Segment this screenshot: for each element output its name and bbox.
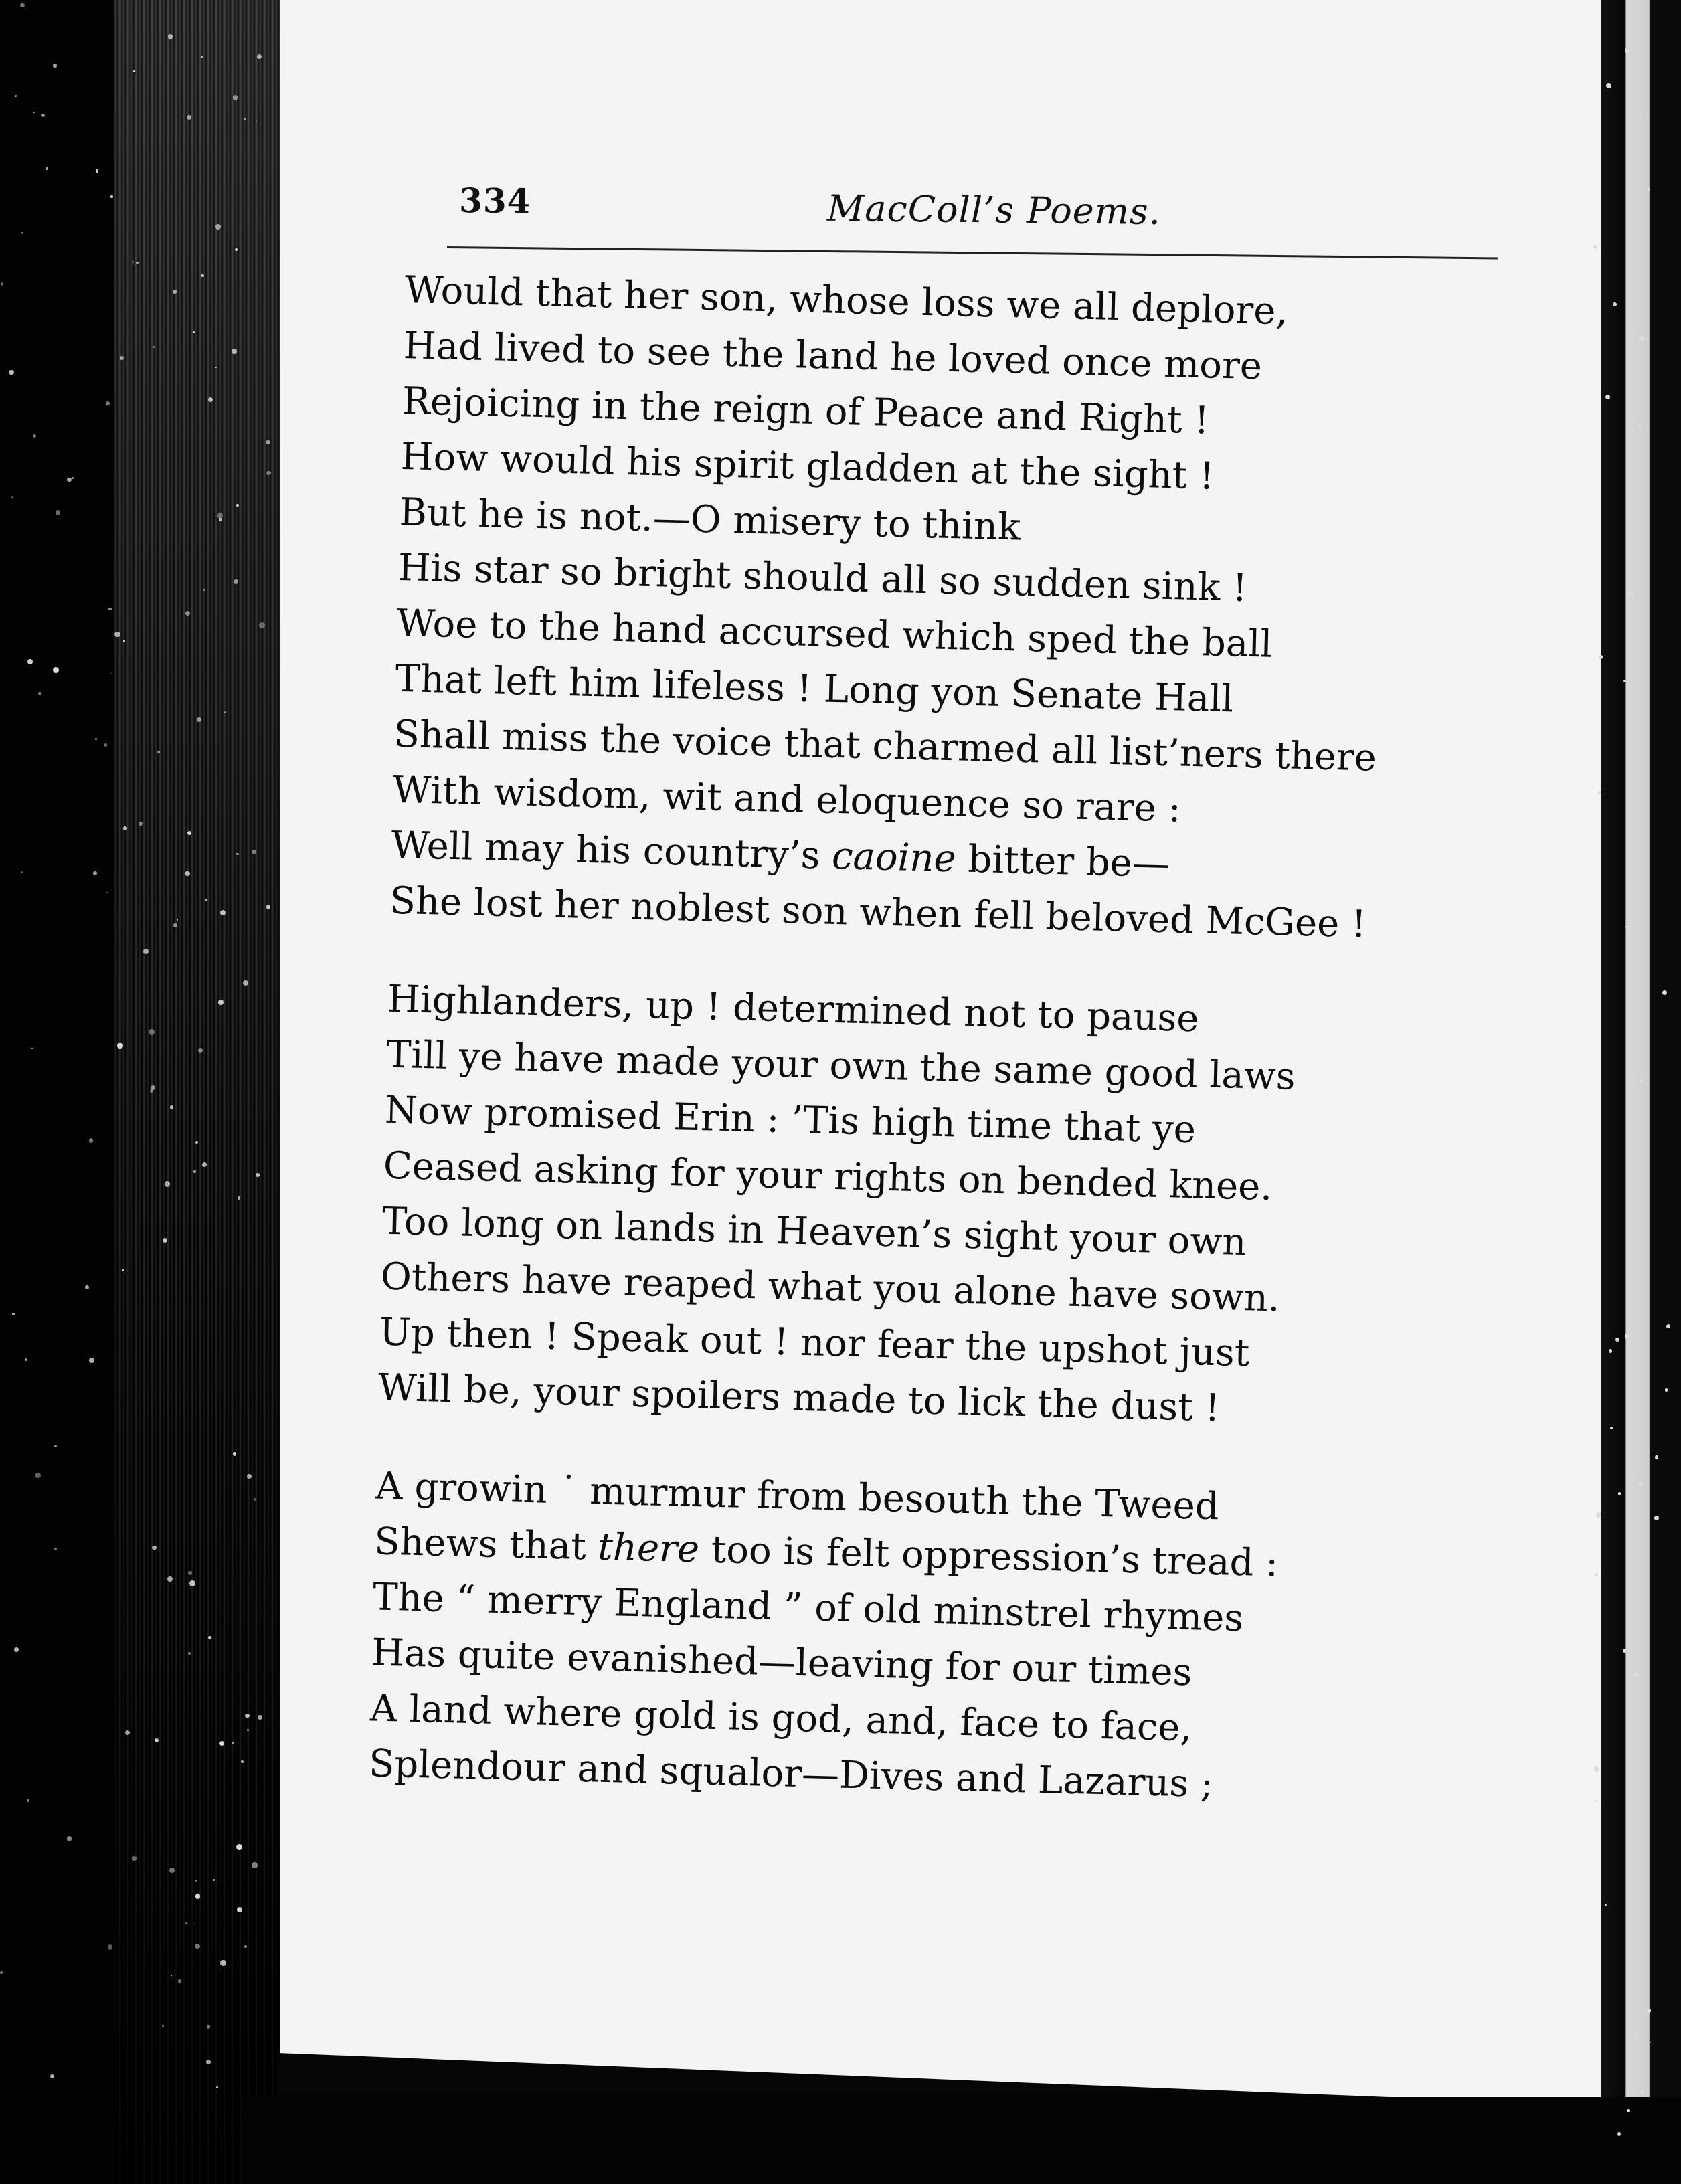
dust-speck [254,1498,256,1500]
dust-speck [67,478,71,482]
line-text: Splendour and squalor—Dives and Lazarus ; [368,1742,1214,1807]
book-page-edges [114,0,288,2184]
stanza [377,972,1432,1441]
dust-speck [1627,2109,1630,2112]
dust-speck [252,850,256,854]
dust-speck [35,1473,40,1478]
dust-speck [1595,1800,1597,1802]
line-text: too is felt oppression’s tread : [699,1528,1279,1586]
dust-speck [185,871,190,877]
line-text: She lost her noblest son when fell beloved McGee ! [389,879,1367,947]
dust-speck [46,167,48,170]
dust-speck [1662,990,1667,995]
dust-speck [89,1138,93,1142]
dust-speck [1609,1349,1612,1352]
line-text: Up then ! Speak out ! nor fear the upshot just [379,1310,1251,1376]
stanza [368,1458,1420,1817]
dust-speck [233,95,238,100]
dust-speck [1605,395,1610,399]
dust-speck [1593,245,1597,249]
dust-speck [232,1742,234,1744]
scanner-shadow-right [1601,0,1681,2184]
line-text: Shall miss the voice that charmed all list’ners there [393,712,1377,780]
dust-speck [1625,48,1629,53]
dust-speck [67,1836,72,1841]
dust-speck [168,34,173,39]
line-text: Ceased asking for your rights on bended knee. [383,1144,1273,1210]
dust-speck [27,659,33,664]
scanner-shadow-left [0,0,120,2184]
dust-speck [1596,1512,1601,1518]
line-text: Will be, your spoilers made to lick the dust ! [377,1366,1221,1431]
dust-speck [1627,592,1631,596]
dust-speck [232,349,237,354]
line-text: Well may his country’s [390,823,832,878]
dust-speck [1610,1427,1612,1429]
dust-speck [1654,1516,1659,1520]
dust-speck [237,1907,242,1912]
line-text: Rejoicing in the reign of Peace and Right ! [402,379,1210,443]
dust-speck [1594,1766,1599,1771]
running-head: MacColl’s Poems. [826,187,1162,233]
line-text: Too long on lands in Heaven’s sight your own [381,1199,1247,1265]
line-text: A growin ˙ murmur from besouth the Tweed [375,1464,1220,1529]
dust-speck [195,1944,200,1949]
dust-speck [207,2025,210,2028]
line-text: Others have reaped what you alone have sown. [380,1255,1281,1321]
dust-speck [132,1856,137,1861]
dust-speck [257,54,262,59]
dust-speck [93,871,96,875]
dust-speck [1625,1334,1629,1338]
line-text: Shews that [373,1520,599,1569]
dust-speck [198,1048,203,1053]
line-text: Would that her son, whose loss we all deplore, [404,268,1288,334]
dust-speck [1638,1482,1642,1486]
dust-speck [1641,2090,1644,2093]
poem-text [368,262,1449,1817]
dust-speck [259,622,265,628]
line-text: How would his spirit gladden at the sight ! [400,434,1215,498]
dust-speck [14,1647,19,1652]
line-text: Till ye have made your own the same good laws [385,1032,1296,1099]
dust-speck [195,1880,197,1881]
dust-speck [1639,113,1642,116]
dust-speck [56,510,61,515]
dust-speck [189,1580,195,1586]
dust-speck [1618,1492,1621,1495]
line-text: With wisdom, wit and eloquence so rare : [391,767,1182,831]
dust-speck [170,1105,174,1109]
dust-speck [241,1760,244,1763]
dust-speck [234,579,238,584]
italic-word: caoine [831,834,957,881]
dust-speck [110,195,113,198]
dust-speck [252,1862,258,1868]
dust-speck [20,3,24,7]
dust-speck [9,370,13,375]
dust-speck [220,1960,226,1965]
dust-speck [220,910,226,915]
italic-word: there [597,1525,700,1572]
dust-speck [1655,1455,1658,1459]
dust-speck [153,346,155,348]
line-text: His star so bright should all so sudden sink ! [397,545,1248,610]
scanner-shadow-bottom [241,2097,1681,2184]
dust-speck [1,282,4,286]
dust-speck [188,1571,192,1575]
line-text: Has quite evanished—leaving for our times [371,1631,1193,1695]
dust-speck [236,853,239,856]
line-text: Now promised Erin : ’Tis high time that ye [384,1088,1197,1152]
dust-speck [245,1714,249,1718]
dust-speck [208,1636,211,1639]
dust-speck [108,608,112,611]
line-text: bitter be— [955,837,1170,887]
line-text: But he is not.—O misery to think [399,490,1021,549]
dust-speck [1599,655,1603,659]
dust-speck [85,1285,89,1289]
dust-speck [213,1879,215,1881]
stanza [389,262,1449,954]
dust-speck [247,1474,252,1479]
dust-speck [173,923,177,927]
dust-speck [258,1715,262,1720]
dust-speck [54,1445,57,1448]
dust-speck [173,290,176,293]
dust-speck [53,64,56,67]
dust-speck [151,1085,155,1090]
dust-speck [238,1196,240,1199]
dust-speck [215,367,216,368]
dust-speck [201,274,203,277]
dust-speck [1598,791,1601,794]
line-text: The “ merry England ” of old minstrel rhymes [372,1575,1244,1641]
dust-speck [247,1729,249,1731]
dust-speck [171,1975,172,1976]
dust-speck [12,1313,15,1315]
dust-speck [123,826,127,830]
dust-speck [218,1000,224,1005]
line-text: Highlanders, up ! determined not to pause [387,977,1200,1041]
dust-speck [243,980,248,986]
dust-speck [266,440,270,444]
dust-speck [132,261,134,262]
dust-speck [193,331,195,333]
page-number: 334 [458,181,531,221]
dust-speck [27,1799,29,1802]
dust-speck [1606,83,1611,88]
dust-speck [195,1141,198,1144]
dust-speck [1635,2036,1638,2039]
dust-speck [21,871,23,873]
dust-speck [178,1979,182,1983]
line-text: That left him lifeless ! Long yon Senate Hall [394,656,1234,721]
line-text: A land where gold is god, and, face to face, [369,1686,1193,1750]
dust-speck [21,232,23,234]
line-text: Woe to the hand accursed which sped the ball [396,601,1273,666]
dust-speck [114,632,120,638]
dust-speck [202,1162,207,1167]
dust-speck [15,95,17,97]
dust-speck [139,822,142,825]
page-header [459,181,1505,252]
dust-speck [133,70,135,72]
dust-speck [165,1181,171,1187]
dust-speck [117,1043,123,1049]
dust-speck [152,1546,157,1550]
line-text: Had lived to see the land he loved once more [403,323,1263,389]
dust-speck [185,611,190,616]
